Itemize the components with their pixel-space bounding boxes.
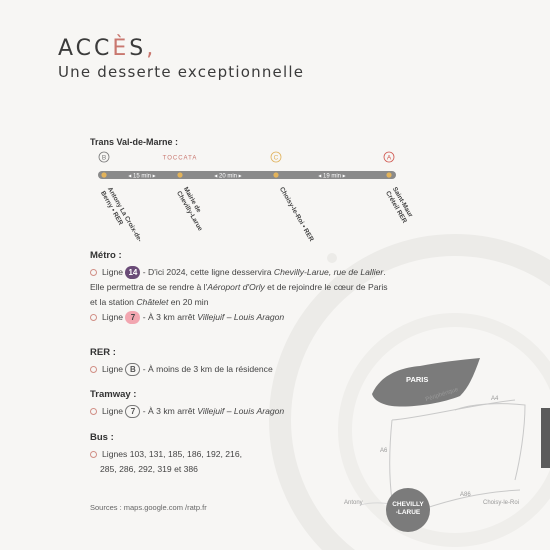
rer-b-badge: B (125, 363, 140, 376)
line-14-badge: 14 (125, 266, 140, 279)
map-label-choisy: Choisy-le-Roi (483, 500, 520, 506)
tram-item-7: Ligne 7 - À 3 km arrêt Villejuif – Louis Aragon (90, 404, 390, 419)
tvm-label: Trans Val-de-Marne : (90, 137, 179, 147)
bus-title: Bus : (90, 432, 114, 443)
stop-label-chevilly: Mairie de Chevilly-Larue (175, 186, 204, 233)
stop-dot-2 (177, 172, 182, 177)
mark-a-letter: A (386, 154, 392, 162)
metro-title: Métro : (90, 250, 122, 261)
stop-dot-3 (273, 172, 278, 177)
mark-c-letter: C (273, 154, 279, 162)
map-label-a4: A4 (491, 396, 499, 402)
rer-section (90, 347, 390, 377)
mark-b-letter: B (101, 154, 107, 162)
rer-title: RER : (90, 347, 116, 358)
segment-duration-3: ◂ 19 min ▸ (318, 173, 346, 180)
tramway-section (90, 389, 390, 419)
map-label-chevilly: CHEVILLY -LARUE (392, 501, 424, 516)
bullet-icon (90, 366, 97, 373)
segment-duration-2: ◂ 20 min ▸ (214, 173, 242, 180)
map-label-peripherique: Périphérique (424, 386, 460, 404)
bus-section (90, 432, 330, 477)
segment-duration-1: ◂ 15 min ▸ (128, 173, 156, 180)
bullet-icon (90, 451, 97, 458)
map-label-a6: A6 (380, 448, 388, 454)
mark-toccata: TOCCATA (162, 155, 198, 162)
map-label-a86: A86 (460, 492, 471, 498)
stop-label-saint-maur: Saint-Maur Créteil RER (384, 186, 414, 225)
page-title: ACCÈS, (58, 36, 157, 61)
map-label-antony: Antony (344, 500, 363, 506)
rer-item-b: Ligne B - À moins de 3 km de la résidence (90, 362, 390, 377)
page-subtitle: Une desserte exceptionnelle (58, 63, 305, 81)
sources: Sources : maps.google.com /ratp.fr (90, 503, 207, 512)
metro-item-7: Ligne 7 - À 3 km arrêt Villejuif – Louis Aragon (90, 310, 390, 325)
stop-label-antony: Antony La Croix-de-Berny • RER (99, 186, 144, 244)
bus-lines: Lignes 103, 131, 185, 186, 192, 216, 285, 286, 292, 319 et 386 (90, 447, 330, 477)
metro-item-14: Ligne 14 - D'ici 2024, cette ligne desservira Chevilly-Larue, rue de Lallier. Elle permettra de se rendre à l'Aéroport d'Orly et de rejoindre le cœur de Paris et la station Châtelet en 20 min (90, 267, 388, 307)
stop-dot-4 (386, 172, 391, 177)
stop-dot-1 (101, 172, 106, 177)
bullet-icon (90, 314, 97, 321)
line-7-badge: 7 (125, 311, 140, 324)
tram-7-badge: 7 (125, 405, 140, 418)
tramway-title: Tramway : (90, 389, 137, 400)
bullet-icon (90, 408, 97, 415)
metro-section (90, 250, 390, 325)
bullet-icon (90, 269, 97, 276)
map-label-paris: PARIS (406, 375, 429, 384)
stop-label-choisy: Choisy-le-Roi • RER (277, 186, 315, 243)
